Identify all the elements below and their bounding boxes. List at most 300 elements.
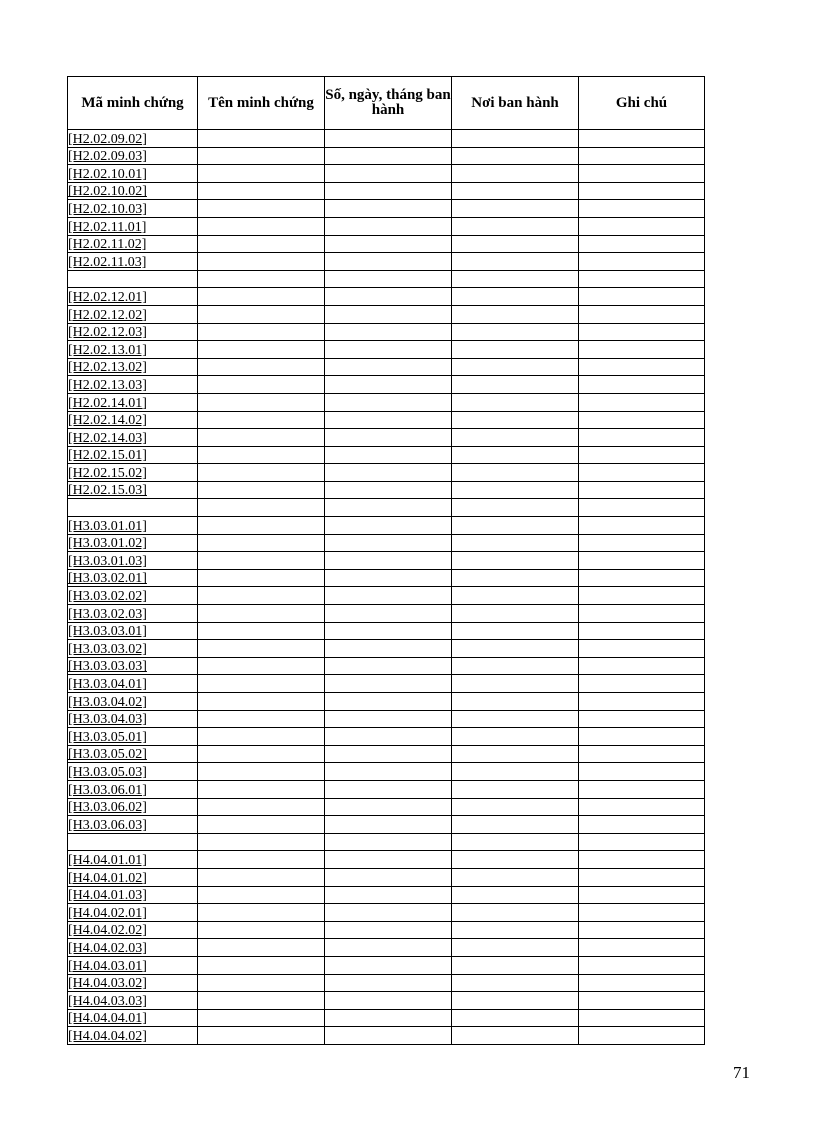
empty-cell bbox=[579, 886, 705, 904]
evidence-code: [H3.03.05.01] bbox=[68, 729, 147, 745]
evidence-code-cell bbox=[68, 605, 198, 623]
table-header-row bbox=[68, 77, 705, 130]
empty-cell bbox=[579, 745, 705, 763]
empty-cell bbox=[198, 464, 325, 482]
evidence-code: [H4.04.03.03] bbox=[68, 993, 147, 1009]
empty-cell bbox=[325, 939, 452, 957]
evidence-code-cell bbox=[68, 165, 198, 183]
empty-cell bbox=[579, 429, 705, 447]
evidence-code: [H3.03.02.01] bbox=[68, 571, 147, 587]
evidence-code: [H4.04.01.02] bbox=[68, 870, 147, 886]
evidence-code: [H2.02.14.01] bbox=[68, 395, 147, 411]
empty-cell bbox=[452, 341, 579, 359]
evidence-code: [H3.03.05.02] bbox=[68, 747, 147, 763]
empty-cell bbox=[452, 904, 579, 922]
empty-cell bbox=[452, 235, 579, 253]
empty-cell bbox=[325, 552, 452, 570]
empty-cell bbox=[579, 816, 705, 834]
empty-cell bbox=[579, 305, 705, 323]
empty-cell bbox=[325, 217, 452, 235]
empty-cell bbox=[198, 622, 325, 640]
empty-cell bbox=[325, 411, 452, 429]
evidence-code-cell bbox=[68, 921, 198, 939]
table-row bbox=[68, 992, 705, 1010]
empty-cell bbox=[579, 1027, 705, 1045]
evidence-code-cell bbox=[68, 693, 198, 711]
table-row bbox=[68, 217, 705, 235]
evidence-code-cell bbox=[68, 341, 198, 359]
table-row bbox=[68, 921, 705, 939]
empty-cell bbox=[325, 921, 452, 939]
empty-cell bbox=[198, 851, 325, 869]
page-number: 71 bbox=[733, 1063, 750, 1082]
empty-cell bbox=[198, 341, 325, 359]
empty-cell bbox=[579, 956, 705, 974]
empty-cell bbox=[198, 816, 325, 834]
evidence-code-cell bbox=[68, 481, 198, 499]
evidence-code-cell bbox=[68, 446, 198, 464]
empty-cell bbox=[198, 235, 325, 253]
empty-cell bbox=[325, 886, 452, 904]
empty-cell bbox=[198, 323, 325, 341]
empty-cell bbox=[579, 446, 705, 464]
empty-cell bbox=[198, 904, 325, 922]
evidence-code: [H2.02.13.01] bbox=[68, 342, 147, 358]
evidence-code: [H2.02.12.02] bbox=[68, 307, 147, 323]
empty-cell bbox=[325, 780, 452, 798]
evidence-code-cell bbox=[68, 358, 198, 376]
evidence-code: [H3.03.04.01] bbox=[68, 677, 147, 692]
empty-cell bbox=[325, 745, 452, 763]
empty-cell bbox=[452, 693, 579, 711]
empty-cell bbox=[198, 728, 325, 746]
empty-cell bbox=[579, 253, 705, 271]
empty-cell bbox=[579, 763, 705, 781]
evidence-code: [H2.02.10.02] bbox=[68, 184, 147, 200]
empty-cell bbox=[325, 429, 452, 447]
evidence-code: [H3.03.01.03] bbox=[68, 553, 147, 569]
empty-cell bbox=[452, 816, 579, 834]
table-row bbox=[68, 640, 705, 658]
evidence-code: [H4.04.03.02] bbox=[68, 976, 147, 992]
table-row bbox=[68, 305, 705, 323]
empty-cell bbox=[452, 323, 579, 341]
empty-cell bbox=[579, 411, 705, 429]
evidence-code: [H2.02.15.03] bbox=[68, 483, 147, 499]
empty-cell bbox=[452, 499, 579, 517]
empty-cell bbox=[198, 217, 325, 235]
table-row bbox=[68, 798, 705, 816]
evidence-code: [H4.04.02.01] bbox=[68, 905, 147, 921]
evidence-code-cell bbox=[68, 217, 198, 235]
evidence-code: [H3.03.02.02] bbox=[68, 589, 147, 605]
empty-cell bbox=[325, 200, 452, 218]
evidence-code: [H2.02.12.01] bbox=[68, 289, 147, 305]
evidence-code: [H2.02.14.03] bbox=[68, 430, 147, 446]
empty-cell bbox=[579, 868, 705, 886]
empty-cell bbox=[325, 710, 452, 728]
empty-cell bbox=[452, 851, 579, 869]
empty-cell bbox=[452, 429, 579, 447]
empty-cell bbox=[579, 464, 705, 482]
empty-cell bbox=[579, 622, 705, 640]
evidence-code-cell bbox=[68, 534, 198, 552]
empty-cell bbox=[325, 693, 452, 711]
evidence-table bbox=[67, 76, 705, 1045]
empty-cell bbox=[579, 833, 705, 851]
empty-cell bbox=[452, 1009, 579, 1027]
empty-cell bbox=[325, 675, 452, 693]
empty-cell bbox=[325, 1027, 452, 1045]
empty-cell bbox=[452, 587, 579, 605]
empty-cell bbox=[579, 693, 705, 711]
empty-cell bbox=[452, 534, 579, 552]
empty-cell bbox=[579, 499, 705, 517]
empty-cell bbox=[579, 657, 705, 675]
table-row bbox=[68, 833, 705, 851]
evidence-code: [H3.03.03.02] bbox=[68, 641, 147, 657]
header-evidence-code: Mã minh chứng bbox=[68, 77, 198, 130]
evidence-code: [H2.02.13.02] bbox=[68, 360, 147, 376]
empty-cell bbox=[198, 1009, 325, 1027]
empty-cell bbox=[452, 675, 579, 693]
evidence-code-cell bbox=[68, 1009, 198, 1027]
empty-cell bbox=[198, 956, 325, 974]
empty-cell bbox=[452, 165, 579, 183]
table-row bbox=[68, 552, 705, 570]
empty-cell bbox=[452, 657, 579, 675]
evidence-code-cell bbox=[68, 833, 198, 851]
empty-cell bbox=[325, 393, 452, 411]
empty-cell bbox=[452, 798, 579, 816]
empty-cell bbox=[452, 921, 579, 939]
empty-cell bbox=[452, 886, 579, 904]
table-row bbox=[68, 780, 705, 798]
empty-cell bbox=[579, 358, 705, 376]
table-row bbox=[68, 376, 705, 394]
evidence-code-cell bbox=[68, 745, 198, 763]
table-row bbox=[68, 1027, 705, 1045]
header-evidence-name: Tên minh chứng bbox=[198, 77, 325, 130]
empty-cell bbox=[198, 921, 325, 939]
empty-cell bbox=[579, 728, 705, 746]
empty-cell bbox=[325, 499, 452, 517]
empty-cell bbox=[452, 939, 579, 957]
evidence-code: [H2.02.11.01] bbox=[68, 219, 147, 235]
empty-cell bbox=[198, 569, 325, 587]
evidence-code-cell bbox=[68, 130, 198, 148]
empty-cell bbox=[325, 587, 452, 605]
evidence-code: [H3.03.03.03] bbox=[68, 659, 147, 675]
empty-cell bbox=[325, 974, 452, 992]
empty-cell bbox=[452, 305, 579, 323]
empty-cell bbox=[198, 534, 325, 552]
table-row bbox=[68, 569, 705, 587]
empty-cell bbox=[325, 605, 452, 623]
empty-cell bbox=[198, 376, 325, 394]
table-row bbox=[68, 165, 705, 183]
empty-cell bbox=[325, 534, 452, 552]
evidence-code-cell bbox=[68, 816, 198, 834]
empty-cell bbox=[325, 640, 452, 658]
evidence-code: [H4.04.02.02] bbox=[68, 923, 147, 939]
empty-cell bbox=[325, 130, 452, 148]
empty-cell bbox=[198, 393, 325, 411]
evidence-code-cell bbox=[68, 1027, 198, 1045]
empty-cell bbox=[579, 393, 705, 411]
empty-cell bbox=[198, 833, 325, 851]
evidence-code-cell bbox=[68, 886, 198, 904]
empty-cell bbox=[325, 323, 452, 341]
empty-cell bbox=[579, 130, 705, 148]
evidence-code: [H3.03.06.01] bbox=[68, 782, 147, 798]
evidence-code-cell bbox=[68, 182, 198, 200]
empty-cell bbox=[325, 147, 452, 165]
empty-cell bbox=[198, 552, 325, 570]
empty-cell bbox=[579, 798, 705, 816]
empty-cell bbox=[325, 270, 452, 288]
table-row bbox=[68, 323, 705, 341]
evidence-code: [H2.02.09.03] bbox=[68, 149, 147, 165]
empty-cell bbox=[579, 534, 705, 552]
empty-cell bbox=[198, 429, 325, 447]
evidence-code: [H2.02.15.02] bbox=[68, 465, 147, 481]
empty-cell bbox=[579, 904, 705, 922]
empty-cell bbox=[579, 605, 705, 623]
evidence-code: [H3.03.04.02] bbox=[68, 694, 147, 710]
empty-cell bbox=[325, 165, 452, 183]
evidence-code-cell bbox=[68, 376, 198, 394]
table-row bbox=[68, 235, 705, 253]
empty-cell bbox=[325, 288, 452, 306]
empty-cell bbox=[579, 481, 705, 499]
table-row bbox=[68, 728, 705, 746]
empty-cell bbox=[325, 763, 452, 781]
empty-cell bbox=[579, 182, 705, 200]
empty-cell bbox=[579, 552, 705, 570]
table-row bbox=[68, 710, 705, 728]
header-notes: Ghi chú bbox=[579, 77, 705, 130]
evidence-code-cell bbox=[68, 640, 198, 658]
empty-cell bbox=[579, 165, 705, 183]
table-row bbox=[68, 763, 705, 781]
empty-cell bbox=[325, 1009, 452, 1027]
evidence-code-cell bbox=[68, 974, 198, 992]
empty-cell bbox=[579, 939, 705, 957]
empty-cell bbox=[198, 270, 325, 288]
empty-cell bbox=[198, 640, 325, 658]
evidence-code-cell bbox=[68, 587, 198, 605]
empty-cell bbox=[325, 358, 452, 376]
empty-cell bbox=[579, 587, 705, 605]
evidence-code: [H4.04.03.01] bbox=[68, 958, 147, 974]
evidence-code: [H4.04.02.03] bbox=[68, 940, 147, 956]
empty-cell bbox=[325, 481, 452, 499]
empty-cell bbox=[579, 675, 705, 693]
evidence-code: [H2.02.15.01] bbox=[68, 448, 147, 464]
evidence-code-cell bbox=[68, 710, 198, 728]
empty-cell bbox=[452, 833, 579, 851]
empty-cell bbox=[198, 992, 325, 1010]
empty-cell bbox=[325, 798, 452, 816]
table-row bbox=[68, 974, 705, 992]
empty-cell bbox=[198, 675, 325, 693]
empty-cell bbox=[452, 569, 579, 587]
empty-cell bbox=[198, 605, 325, 623]
table-row bbox=[68, 939, 705, 957]
evidence-code: [H3.03.05.03] bbox=[68, 764, 147, 780]
evidence-code-cell bbox=[68, 464, 198, 482]
empty-cell bbox=[198, 710, 325, 728]
evidence-code: [H2.02.09.02] bbox=[68, 131, 147, 147]
evidence-code-cell bbox=[68, 200, 198, 218]
empty-cell bbox=[579, 235, 705, 253]
empty-cell bbox=[579, 1009, 705, 1027]
empty-cell bbox=[198, 763, 325, 781]
empty-cell bbox=[325, 868, 452, 886]
evidence-code: [H2.02.13.03] bbox=[68, 377, 147, 393]
table-row bbox=[68, 288, 705, 306]
empty-cell bbox=[325, 657, 452, 675]
empty-cell bbox=[325, 816, 452, 834]
empty-cell bbox=[452, 288, 579, 306]
empty-cell bbox=[198, 657, 325, 675]
empty-cell bbox=[579, 974, 705, 992]
evidence-code-cell bbox=[68, 569, 198, 587]
evidence-code-cell bbox=[68, 411, 198, 429]
evidence-code: [H2.02.12.03] bbox=[68, 325, 147, 341]
evidence-code-cell bbox=[68, 288, 198, 306]
empty-cell bbox=[325, 305, 452, 323]
empty-cell bbox=[452, 358, 579, 376]
evidence-code-cell bbox=[68, 675, 198, 693]
evidence-code-cell bbox=[68, 657, 198, 675]
table-row bbox=[68, 1009, 705, 1027]
evidence-code-cell bbox=[68, 270, 198, 288]
table-row bbox=[68, 147, 705, 165]
empty-cell bbox=[452, 182, 579, 200]
empty-cell bbox=[325, 464, 452, 482]
empty-cell bbox=[452, 956, 579, 974]
table-row bbox=[68, 358, 705, 376]
empty-cell bbox=[325, 992, 452, 1010]
evidence-code: [H4.04.01.01] bbox=[68, 852, 147, 868]
evidence-code-cell bbox=[68, 622, 198, 640]
empty-cell bbox=[325, 833, 452, 851]
empty-cell bbox=[452, 481, 579, 499]
table-row bbox=[68, 851, 705, 869]
empty-cell bbox=[452, 411, 579, 429]
evidence-code-cell bbox=[68, 904, 198, 922]
evidence-code-cell bbox=[68, 499, 198, 517]
empty-cell bbox=[198, 693, 325, 711]
empty-cell bbox=[452, 217, 579, 235]
table-row bbox=[68, 675, 705, 693]
empty-cell bbox=[579, 147, 705, 165]
empty-cell bbox=[452, 270, 579, 288]
empty-cell bbox=[325, 851, 452, 869]
empty-cell bbox=[198, 358, 325, 376]
empty-cell bbox=[579, 710, 705, 728]
table-row bbox=[68, 270, 705, 288]
table-row bbox=[68, 956, 705, 974]
empty-cell bbox=[452, 130, 579, 148]
empty-cell bbox=[198, 200, 325, 218]
empty-cell bbox=[198, 1027, 325, 1045]
table-row bbox=[68, 816, 705, 834]
evidence-code: [H4.04.04.02] bbox=[68, 1028, 147, 1044]
evidence-code-cell bbox=[68, 780, 198, 798]
empty-cell bbox=[325, 517, 452, 535]
evidence-code: [H2.02.10.03] bbox=[68, 201, 147, 217]
empty-cell bbox=[579, 992, 705, 1010]
empty-cell bbox=[325, 182, 452, 200]
empty-cell bbox=[452, 640, 579, 658]
empty-cell bbox=[452, 393, 579, 411]
table-row bbox=[68, 605, 705, 623]
table-row bbox=[68, 868, 705, 886]
empty-cell bbox=[452, 763, 579, 781]
evidence-code: [H2.02.11.03] bbox=[68, 254, 147, 270]
evidence-code-cell bbox=[68, 939, 198, 957]
evidence-code-cell bbox=[68, 868, 198, 886]
header-issuer: Nơi ban hành bbox=[452, 77, 579, 130]
evidence-code: [H3.03.02.03] bbox=[68, 606, 147, 622]
empty-cell bbox=[452, 200, 579, 218]
empty-cell bbox=[198, 182, 325, 200]
empty-cell bbox=[198, 499, 325, 517]
evidence-code-cell bbox=[68, 552, 198, 570]
table-row bbox=[68, 657, 705, 675]
evidence-code-cell bbox=[68, 235, 198, 253]
evidence-code-cell bbox=[68, 728, 198, 746]
empty-cell bbox=[452, 622, 579, 640]
empty-cell bbox=[452, 552, 579, 570]
empty-cell bbox=[452, 745, 579, 763]
table-row bbox=[68, 904, 705, 922]
empty-cell bbox=[198, 745, 325, 763]
empty-cell bbox=[579, 376, 705, 394]
table-row bbox=[68, 587, 705, 605]
table-row bbox=[68, 130, 705, 148]
empty-cell bbox=[198, 517, 325, 535]
empty-cell bbox=[452, 464, 579, 482]
empty-cell bbox=[325, 235, 452, 253]
empty-cell bbox=[452, 1027, 579, 1045]
empty-cell bbox=[579, 217, 705, 235]
empty-cell bbox=[452, 446, 579, 464]
empty-cell bbox=[325, 446, 452, 464]
empty-cell bbox=[452, 780, 579, 798]
empty-cell bbox=[452, 710, 579, 728]
evidence-code-cell bbox=[68, 393, 198, 411]
table-row bbox=[68, 517, 705, 535]
empty-cell bbox=[198, 411, 325, 429]
empty-cell bbox=[198, 868, 325, 886]
empty-cell bbox=[579, 780, 705, 798]
empty-cell bbox=[579, 288, 705, 306]
empty-cell bbox=[579, 270, 705, 288]
empty-cell bbox=[198, 147, 325, 165]
evidence-code-cell bbox=[68, 956, 198, 974]
header-issue-date: Số, ngày, tháng ban hành bbox=[325, 77, 452, 130]
empty-cell bbox=[198, 305, 325, 323]
empty-cell bbox=[579, 640, 705, 658]
table-row bbox=[68, 886, 705, 904]
evidence-code: [H3.03.03.01] bbox=[68, 624, 147, 640]
empty-cell bbox=[325, 728, 452, 746]
evidence-code: [H2.02.10.01] bbox=[68, 166, 147, 182]
